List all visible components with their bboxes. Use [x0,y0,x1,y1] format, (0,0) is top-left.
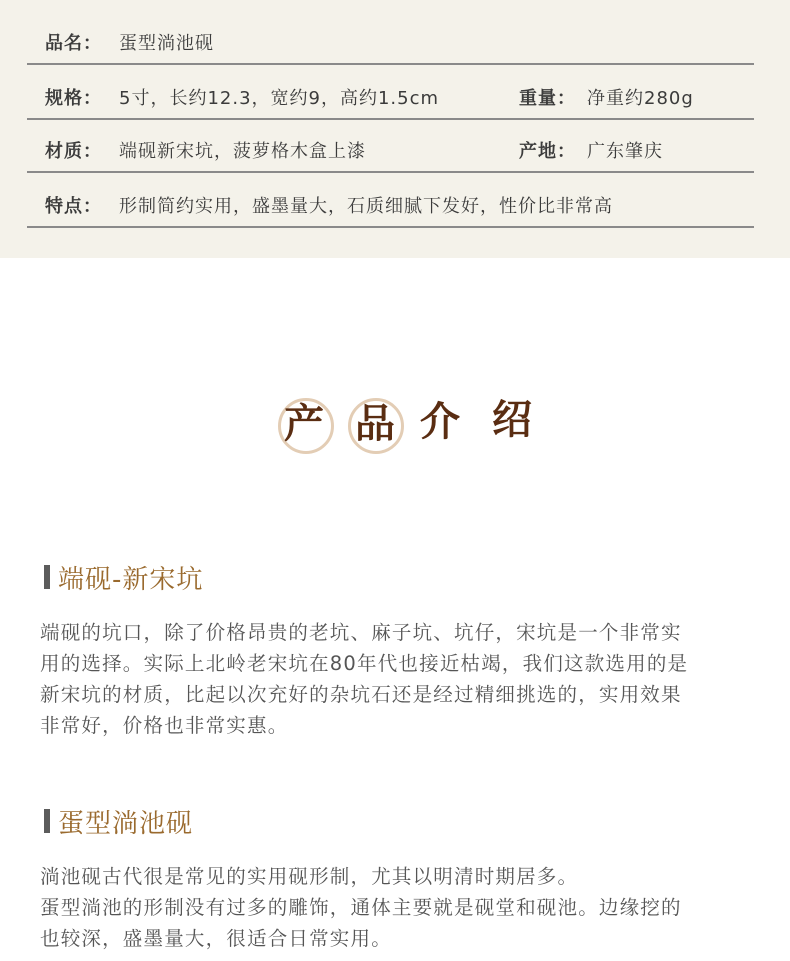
title-char-3: 介 [420,398,460,445]
title-char-4: 绍 [492,396,532,443]
spec-size-value: 5寸，长约12.3，宽约9，高约1.5cm [119,88,440,109]
paragraph-line: 蛋型淌池的形制没有过多的雕饰，通体主要就是砚堂和砚池。边缘挖的 [40,896,682,919]
spec-name-label: 品名： [45,33,102,54]
product-intro-title [0,388,790,464]
paragraph-line: 非常好，价格也非常实惠。 [40,714,289,737]
heading-bar [44,809,50,833]
spec-features-value: 形制简约实用，盛墨量大，石质细腻下发好，性价比非常高 [119,196,613,217]
paragraph-line: 淌池砚古代很是常见的实用砚形制，尤其以明清时期居多。 [40,865,579,888]
spec-features-label: 特点： [45,196,102,217]
paragraph-line: 端砚的坑口，除了价格昂贵的老坑、麻子坑、坑仔，宋坑是一个非常实 [40,621,682,644]
spec-origin-label: 产地： [519,141,576,162]
spec-row-name [27,10,754,65]
spec-row-material [27,118,754,173]
heading-bar [44,565,50,589]
section-heading-material [44,562,204,595]
spec-material-label: 材质： [45,141,102,162]
section-paragraph-material [40,617,756,741]
spec-row-features [27,173,754,228]
spec-row-size [27,65,754,120]
spec-size-label: 规格： [45,88,102,109]
spec-name-value: 蛋型淌池砚 [119,33,214,54]
spec-weight-label: 重量： [519,88,576,109]
paragraph-line: 用的选择。实际上北岭老宋坑在80年代也接近枯竭，我们这款选用的是 [40,652,689,675]
spec-table [0,0,790,258]
section-heading-text: 蛋型淌池砚 [58,808,194,839]
spec-origin-value: 广东肇庆 [587,141,663,162]
spec-material-value: 端砚新宋坑，菠萝格木盒上漆 [119,141,366,162]
title-char-1: 产 [284,400,324,447]
section-paragraph-shape [40,861,756,954]
section-heading-text: 端砚-新宋坑 [58,564,204,595]
paragraph-line: 也较深，盛墨量大，很适合日常实用。 [40,927,392,950]
section-heading-shape [44,806,194,839]
spec-weight-value: 净重约280g [587,88,694,109]
title-char-2: 品 [355,400,395,447]
paragraph-line: 新宋坑的材质，比起以次充好的杂坑石还是经过精细挑选的，实用效果 [40,683,682,706]
